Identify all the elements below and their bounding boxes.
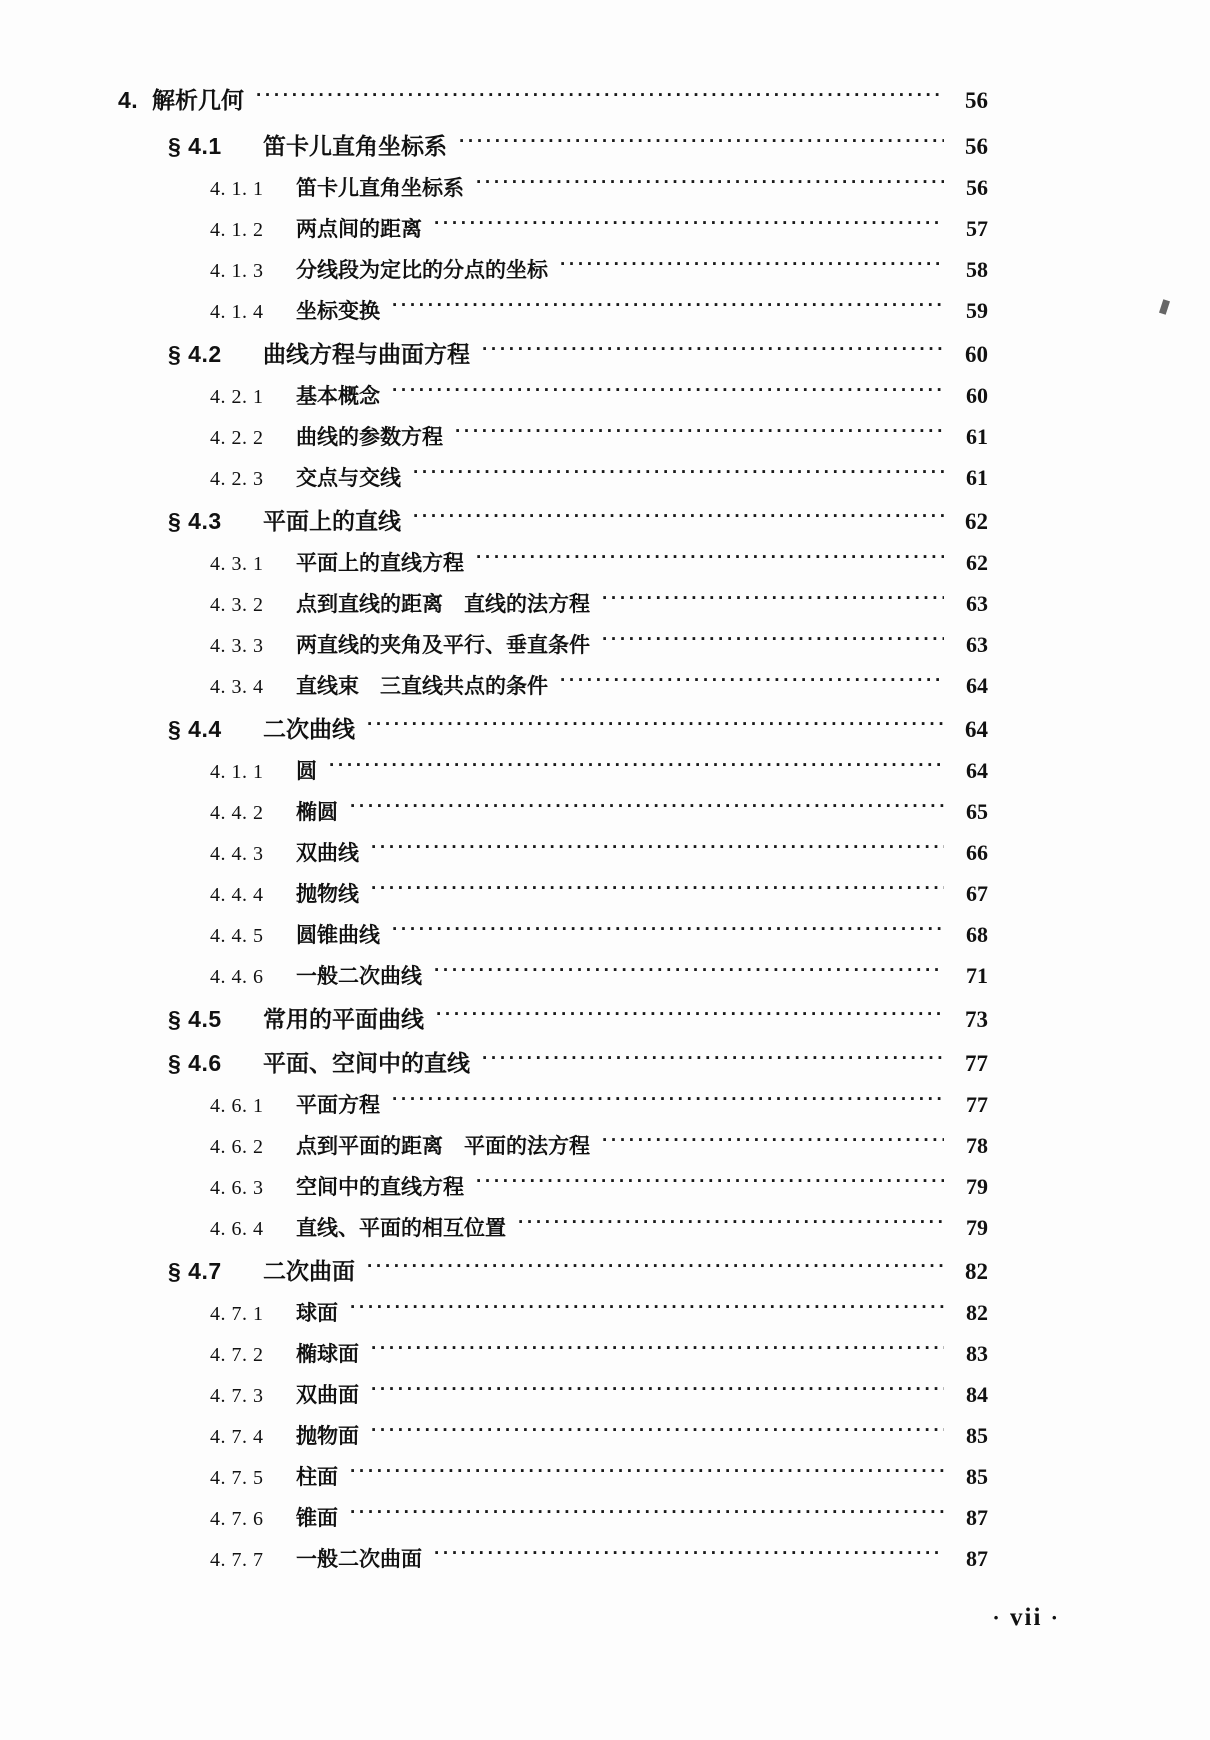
toc-leader-dots xyxy=(602,631,944,652)
toc-entry-number: 4. 6. 3 xyxy=(210,1177,264,1199)
toc-entry[interactable] xyxy=(168,711,988,744)
toc-entry-page: 63 xyxy=(966,632,988,657)
toc-entry-number: 4. 7. 4 xyxy=(210,1426,264,1448)
toc-leader-dots xyxy=(371,1381,944,1402)
toc-entry-page: 87 xyxy=(966,1546,988,1571)
toc-entry[interactable] xyxy=(210,1130,988,1160)
toc-leader-dots xyxy=(350,1504,944,1525)
toc-entry-page: 64 xyxy=(966,758,988,783)
toc-entry[interactable] xyxy=(210,1171,988,1201)
toc-entry-label: 双曲面 xyxy=(296,1384,359,1407)
toc-entry[interactable] xyxy=(210,960,988,990)
toc-entry-label: 解析几何 xyxy=(152,87,244,113)
toc-entry-page: 73 xyxy=(965,1007,988,1032)
toc-entry-label: 一般二次曲面 xyxy=(296,1548,422,1571)
toc-entry-label: 圆锥曲线 xyxy=(296,924,380,947)
toc-leader-dots xyxy=(371,1340,944,1361)
toc-entry[interactable] xyxy=(210,1297,988,1327)
toc-entry-label: 两点间的距离 xyxy=(296,218,422,241)
toc-entry[interactable] xyxy=(210,1420,988,1450)
toc-entry-number: 4. 2. 1 xyxy=(210,386,264,408)
toc-entry-number: 4. 2. 3 xyxy=(210,468,264,490)
toc-entry[interactable] xyxy=(210,1502,988,1532)
toc-entry-page: 66 xyxy=(966,840,988,865)
toc-entry-label: 点到平面的距离 平面的法方程 xyxy=(296,1135,590,1158)
toc-leader-dots xyxy=(413,464,944,485)
toc-leader-dots xyxy=(413,506,944,529)
toc-entry-page: 63 xyxy=(966,591,988,616)
toc-entry-label: 平面上的直线 xyxy=(263,508,401,534)
toc-entry-number: 4. xyxy=(118,87,139,113)
toc-entry-label: 锥面 xyxy=(296,1507,338,1530)
toc-entry-page: 56 xyxy=(965,134,988,159)
toc-entry[interactable] xyxy=(210,588,988,618)
toc-entry-page: 71 xyxy=(966,963,988,988)
toc-leader-dots xyxy=(367,714,944,737)
toc-entry[interactable] xyxy=(210,629,988,659)
toc-entry-page: 64 xyxy=(966,673,988,698)
toc-entry-number: 4. 3. 3 xyxy=(210,635,264,657)
toc-entry-page: 57 xyxy=(966,216,988,241)
toc-entry-label: 双曲线 xyxy=(296,842,359,865)
toc-leader-dots xyxy=(350,798,944,819)
toc-entry-page: 82 xyxy=(966,1300,988,1325)
toc-leader-dots xyxy=(436,1004,944,1027)
toc-entry-number: 4. 6. 2 xyxy=(210,1136,264,1158)
page-folio xyxy=(0,1604,1060,1632)
toc-entry-label: 交点与交线 xyxy=(296,467,401,490)
toc-entry-label: 直线、平面的相互位置 xyxy=(296,1217,506,1240)
toc-entry-page: 56 xyxy=(965,88,988,113)
toc-leader-dots xyxy=(350,1463,944,1484)
toc-entry-label: 抛物线 xyxy=(296,883,359,906)
toc-entry-number: 4. 4. 2 xyxy=(210,802,264,824)
toc-entry-label: 两直线的夹角及平行、垂直条件 xyxy=(296,634,590,657)
toc-entry-label: 抛物面 xyxy=(296,1425,359,1448)
toc-entry-number: 4. 4. 6 xyxy=(210,966,264,988)
toc-entry-number: 4. 3. 2 xyxy=(210,594,264,616)
toc-entry-page: 64 xyxy=(965,717,988,742)
toc-entry-page: 65 xyxy=(966,799,988,824)
toc-entry-number: § 4.1 xyxy=(168,133,222,159)
toc-entry-number: 4. 2. 2 xyxy=(210,427,264,449)
toc-entry[interactable] xyxy=(210,421,988,451)
toc-leader-dots xyxy=(371,1422,944,1443)
toc-entry-number: 4. 7. 1 xyxy=(210,1303,264,1325)
toc-entry-number: 4. 4. 5 xyxy=(210,925,264,947)
toc-entry[interactable] xyxy=(210,172,988,202)
table-of-contents xyxy=(118,82,988,1584)
toc-entry-page: 58 xyxy=(966,257,988,282)
toc-entry-label: 二次曲面 xyxy=(263,1258,355,1284)
toc-entry[interactable] xyxy=(210,380,988,410)
toc-leader-dots xyxy=(350,1299,944,1320)
toc-entry-number: 4. 1. 2 xyxy=(210,219,264,241)
folio-left-dot: · xyxy=(992,1605,1002,1630)
toc-entry-page: 79 xyxy=(966,1174,988,1199)
toc-entry-page: 68 xyxy=(966,922,988,947)
toc-entry[interactable] xyxy=(210,755,988,785)
scan-artifact-mark xyxy=(1159,299,1170,314)
toc-entry-label: 平面上的直线方程 xyxy=(296,552,464,575)
toc-entry-label: 分线段为定比的分点的坐标 xyxy=(296,259,548,282)
toc-leader-dots xyxy=(476,174,944,195)
toc-entry-label: 直线束 三直线共点的条件 xyxy=(296,675,548,698)
toc-entry[interactable] xyxy=(210,1461,988,1491)
toc-entry[interactable] xyxy=(210,462,988,492)
toc-entry-label: 常用的平面曲线 xyxy=(263,1006,424,1032)
toc-entry-number: 4. 7. 2 xyxy=(210,1344,264,1366)
toc-entry[interactable] xyxy=(210,670,988,700)
toc-entry-page: 62 xyxy=(965,509,988,534)
toc-entry-number: § 4.7 xyxy=(168,1258,222,1284)
toc-entry-number: 4. 6. 1 xyxy=(210,1095,264,1117)
toc-leader-dots xyxy=(392,1091,944,1112)
toc-entry-number: 4. 6. 4 xyxy=(210,1218,264,1240)
toc-entry-page: 87 xyxy=(966,1505,988,1530)
toc-entry[interactable] xyxy=(210,796,988,826)
toc-leader-dots xyxy=(602,590,944,611)
toc-entry-label: 笛卡儿直角坐标系 xyxy=(263,133,447,159)
toc-leader-dots xyxy=(560,672,944,693)
toc-entry-number: 4. 4. 4 xyxy=(210,884,264,906)
toc-entry-label: 平面、空间中的直线 xyxy=(263,1050,470,1076)
toc-entry-page: 61 xyxy=(966,465,988,490)
toc-entry-label: 基本概念 xyxy=(296,385,380,408)
toc-entry[interactable] xyxy=(210,878,988,908)
toc-leader-dots xyxy=(476,1173,944,1194)
toc-entry[interactable] xyxy=(118,82,988,115)
toc-entry[interactable] xyxy=(210,254,988,284)
toc-entry-label: 椭球面 xyxy=(296,1343,359,1366)
toc-entry-number: 4. 1. 1 xyxy=(210,761,264,783)
toc-entry-page: 60 xyxy=(965,342,988,367)
toc-leader-dots xyxy=(392,382,944,403)
toc-entry-page: 56 xyxy=(966,175,988,200)
toc-leader-dots xyxy=(392,921,944,942)
toc-entry[interactable] xyxy=(210,919,988,949)
folio-right-dot: · xyxy=(1050,1605,1060,1630)
toc-entry-label: 二次曲线 xyxy=(263,716,355,742)
toc-entry-page: 78 xyxy=(966,1133,988,1158)
toc-entry-page: 59 xyxy=(966,298,988,323)
toc-entry-number: 4. 7. 6 xyxy=(210,1508,264,1530)
toc-entry[interactable] xyxy=(210,1089,988,1119)
toc-entry-label: 球面 xyxy=(296,1302,338,1325)
toc-leader-dots xyxy=(476,549,944,570)
toc-entry-page: 67 xyxy=(966,881,988,906)
toc-entry-number: 4. 1. 3 xyxy=(210,260,264,282)
toc-entry-number: § 4.5 xyxy=(168,1006,222,1032)
toc-entry-label: 椭圆 xyxy=(296,801,338,824)
toc-entry-page: 84 xyxy=(966,1382,988,1407)
toc-entry[interactable] xyxy=(210,1379,988,1409)
toc-entry-page: 60 xyxy=(966,383,988,408)
toc-entry-label: 圆 xyxy=(296,760,317,783)
toc-entry-page: 82 xyxy=(965,1259,988,1284)
toc-leader-dots xyxy=(367,1256,944,1279)
toc-entry-page: 77 xyxy=(966,1092,988,1117)
toc-entry-number: 4. 3. 4 xyxy=(210,676,264,698)
toc-entry-page: 62 xyxy=(966,550,988,575)
toc-entry-number: 4. 7. 5 xyxy=(210,1467,264,1489)
toc-entry-number: 4. 3. 1 xyxy=(210,553,264,575)
toc-leader-dots xyxy=(434,215,944,236)
toc-entry-number: 4. 7. 7 xyxy=(210,1549,264,1571)
toc-entry-label: 柱面 xyxy=(296,1466,338,1489)
toc-entry-number: 4. 7. 3 xyxy=(210,1385,264,1407)
toc-entry[interactable] xyxy=(210,547,988,577)
toc-leader-dots xyxy=(518,1214,944,1235)
toc-entry-page: 83 xyxy=(966,1341,988,1366)
toc-entry-label: 坐标变换 xyxy=(296,300,380,323)
toc-leader-dots xyxy=(392,297,944,318)
toc-entry-number: 4. 1. 4 xyxy=(210,301,264,323)
toc-entry-page: 79 xyxy=(966,1215,988,1240)
toc-entry-number: § 4.2 xyxy=(168,341,222,367)
toc-entry-number: 4. 4. 3 xyxy=(210,843,264,865)
folio-number: vii xyxy=(1010,1604,1043,1631)
toc-entry-label: 曲线的参数方程 xyxy=(296,426,443,449)
toc-entry[interactable] xyxy=(168,1045,988,1078)
toc-entry-page: 61 xyxy=(966,424,988,449)
toc-entry[interactable] xyxy=(210,1338,988,1368)
toc-entry[interactable] xyxy=(168,503,988,536)
toc-entry-label: 一般二次曲线 xyxy=(296,965,422,988)
toc-entry[interactable] xyxy=(210,1212,988,1242)
toc-entry-label: 空间中的直线方程 xyxy=(296,1176,464,1199)
toc-entry-number: 4. 1. 1 xyxy=(210,178,264,200)
toc-leader-dots xyxy=(455,423,944,444)
toc-leader-dots xyxy=(434,1545,944,1566)
toc-entry[interactable] xyxy=(168,1253,988,1286)
toc-leader-dots xyxy=(482,1048,944,1071)
toc-entry[interactable] xyxy=(210,295,988,325)
toc-entry-label: 点到直线的距离 直线的法方程 xyxy=(296,593,590,616)
toc-entry[interactable] xyxy=(168,128,988,161)
toc-leader-dots xyxy=(602,1132,944,1153)
toc-entry[interactable] xyxy=(210,1543,988,1573)
toc-entry-label: 平面方程 xyxy=(296,1094,380,1117)
toc-entry-page: 77 xyxy=(965,1051,988,1076)
toc-entry-label: 曲线方程与曲面方程 xyxy=(263,341,470,367)
toc-entry[interactable] xyxy=(210,213,988,243)
toc-leader-dots xyxy=(371,839,944,860)
toc-entry[interactable] xyxy=(168,1001,988,1034)
toc-entry[interactable] xyxy=(210,837,988,867)
toc-leader-dots xyxy=(434,962,944,983)
toc-entry-number: § 4.4 xyxy=(168,716,222,742)
toc-leader-dots xyxy=(371,880,944,901)
toc-entry-page: 85 xyxy=(966,1464,988,1489)
toc-entry[interactable] xyxy=(168,336,988,369)
toc-entry-page: 85 xyxy=(966,1423,988,1448)
toc-leader-dots xyxy=(560,256,944,277)
toc-leader-dots xyxy=(256,85,944,108)
toc-entry-number: § 4.6 xyxy=(168,1050,222,1076)
toc-leader-dots xyxy=(459,131,944,154)
toc-entry-number: § 4.3 xyxy=(168,508,222,534)
toc-leader-dots xyxy=(482,339,944,362)
toc-leader-dots xyxy=(329,757,944,778)
toc-entry-label: 笛卡儿直角坐标系 xyxy=(296,177,464,200)
